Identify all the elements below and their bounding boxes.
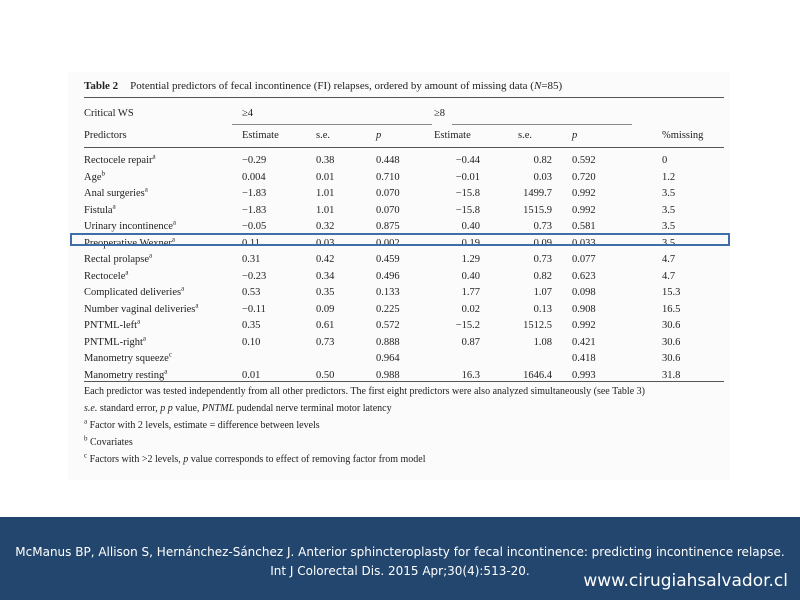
cell-se-8: 0.13 <box>533 303 553 315</box>
cell-se-4 <box>294 351 352 368</box>
predictor-name: Anal surgeries$^a$ <box>84 186 148 199</box>
note-tested: Each predictor was tested independently from all other predictors. The first eight predictors were also analyzed simultaneously (see Table 3) <box>84 386 645 397</box>
cell-p-8: 0.992 <box>572 204 596 216</box>
table-title: Potential predictors of fecal incontinence (FI) relapses, ordered by amount of missing data ( <box>130 80 534 92</box>
cell-missing: 3.5 <box>662 237 676 249</box>
predictor-name: PNTML-left$^a$ <box>84 318 141 331</box>
cell-missing: 30.6 <box>662 336 681 348</box>
cell-se-4: 0.42 <box>316 254 335 265</box>
predictor-name: Rectal prolapse$^a$ <box>84 252 153 265</box>
cell-se-4: 0.50 <box>316 369 335 381</box>
cell-missing: 30.6 <box>662 320 681 331</box>
predictor-name: PNTML-right$^a$ <box>84 334 147 348</box>
cell-se-8: 1512.5 <box>523 320 553 331</box>
cell-p-8: 0.992 <box>572 188 596 199</box>
predictor-name: Urinary incontinence$^a$ <box>84 219 177 232</box>
cell-se-8: 1.08 <box>533 336 553 348</box>
cell-se-4: 1.01 <box>316 204 335 216</box>
predictor-name: Preoperative Wexner$^a$ <box>84 235 175 249</box>
cell-p-8: 0.033 <box>572 237 596 249</box>
note-abbreviations: s.e. standard error, p p value, PNTML pudendal nerve terminal motor latency <box>84 403 392 414</box>
col-header-estimate-8: Estimate <box>434 130 471 141</box>
cell-missing: 15.3 <box>662 287 681 298</box>
table-row <box>84 302 724 319</box>
cell-p-8: 0.077 <box>572 254 596 265</box>
table-row <box>84 351 724 368</box>
cell-estimate-8: 0.40 <box>461 270 481 282</box>
cell-se-4: 0.09 <box>316 303 335 315</box>
table-row <box>84 335 724 352</box>
cell-estimate-4: 0.10 <box>242 336 261 348</box>
note-c: $^c$ Factors with >2 levels, p value corresponds to effect of removing factor from model <box>84 451 426 465</box>
cell-estimate-4: 0.31 <box>242 254 261 265</box>
predictor-name: Manometry resting$^a$ <box>84 367 168 381</box>
cell-estimate-8: 0.87 <box>461 336 481 348</box>
cell-estimate-4: −1.83 <box>242 204 267 216</box>
predictor-name: Fistula$^a$ <box>84 202 116 216</box>
predictor-name: Complicated deliveries$^a$ <box>84 285 185 298</box>
cell-se-8: 1.07 <box>533 287 553 298</box>
cell-se-8: 0.82 <box>533 155 553 166</box>
table-caption <box>84 80 724 92</box>
cell-p-4: 0.225 <box>376 303 400 315</box>
cell-estimate-4: −0.29 <box>242 155 267 166</box>
cell-se-8: 1499.7 <box>523 188 553 199</box>
cell-p-4: 0.888 <box>376 336 400 348</box>
cell-se-4: 0.32 <box>316 221 335 232</box>
cell-p-4: 0.964 <box>376 353 400 364</box>
table-notes <box>84 383 724 468</box>
cell-p-4: 0.572 <box>376 320 400 331</box>
cell-se-8: 0.03 <box>533 171 553 183</box>
col-header-p-4: p <box>376 130 382 141</box>
cell-se-4: 1.01 <box>316 188 335 199</box>
table-row <box>84 153 724 170</box>
predictor-name: Rectocele repair$^a$ <box>84 153 156 166</box>
cell-missing: 31.8 <box>662 369 681 381</box>
cell-p-4: 0.070 <box>376 204 400 216</box>
cell-estimate-4: −0.11 <box>242 303 266 315</box>
table-row <box>84 186 724 203</box>
cell-p-4: 0.988 <box>376 369 400 381</box>
table-row <box>84 285 724 302</box>
cell-se-4: 0.61 <box>316 320 335 331</box>
cell-estimate-8: −0.01 <box>455 171 481 183</box>
cell-missing: 3.5 <box>662 204 676 216</box>
cell-missing: 1.2 <box>662 171 676 183</box>
note-a: $^a$ Factor with 2 levels, estimate = difference between levels <box>84 417 320 431</box>
group-header-4: ≥4 <box>242 108 254 119</box>
table-row <box>84 203 724 220</box>
table-row <box>84 252 724 269</box>
cell-p-4: 0.070 <box>376 188 400 199</box>
cell-estimate-4 <box>232 351 294 368</box>
cell-se-4: 0.73 <box>316 336 335 348</box>
col-header-missing: %missing <box>662 130 704 141</box>
col-header-se-4: s.e. <box>316 130 330 141</box>
cell-p-4: 0.448 <box>376 155 400 166</box>
cell-se-8: 0.82 <box>533 270 553 282</box>
cell-se-4: 0.01 <box>316 171 335 183</box>
cell-estimate-8: −15.8 <box>455 204 481 216</box>
cell-estimate-8: 16.3 <box>461 369 481 381</box>
cell-estimate-8: −15.2 <box>455 320 481 331</box>
cell-estimate-4: 0.11 <box>242 237 260 249</box>
table-label: Table 2 <box>84 80 119 92</box>
table-row <box>84 318 724 335</box>
table-title-n: N <box>533 80 542 92</box>
critical-ws-label: Critical WS <box>84 108 134 119</box>
cell-estimate-8 <box>418 351 504 368</box>
predictor-name: Rectocele$^a$ <box>84 268 129 282</box>
table-row <box>84 170 724 187</box>
cell-missing: 3.5 <box>662 221 676 232</box>
cell-p-8: 0.098 <box>572 287 596 298</box>
cell-estimate-4: 0.35 <box>242 320 261 331</box>
cell-estimate-4: 0.53 <box>242 287 261 298</box>
citation-text: McManus BP, Allison S, Hernánchez-Sánchez J. Anterior sphincteroplasty for fecal incontinence: predicting incontinence relapse. Int J Colorectal Dis. 2015 Apr;30(4):513-20. <box>15 545 785 578</box>
col-header-p-8: p <box>572 130 578 141</box>
cell-estimate-8: −15.8 <box>455 188 481 199</box>
cell-se-8: 0.73 <box>533 221 553 232</box>
cell-p-8: 0.421 <box>572 336 596 348</box>
cell-estimate-8: 0.02 <box>461 303 481 315</box>
cell-estimate-4: −0.05 <box>242 221 267 232</box>
cell-p-8: 0.623 <box>572 270 596 282</box>
cell-p-8: 0.992 <box>572 320 596 331</box>
predictor-name: Number vaginal deliveries$^a$ <box>84 301 199 315</box>
cell-p-4: 0.496 <box>376 270 400 282</box>
cell-missing: 30.6 <box>662 353 681 364</box>
cell-p-4: 0.875 <box>376 221 400 232</box>
cell-se-4: 0.34 <box>316 270 335 282</box>
cell-p-8: 0.418 <box>572 353 596 364</box>
predictor-name: Manometry squeeze$^c$ <box>84 351 172 364</box>
cell-p-8: 0.592 <box>572 155 596 166</box>
cell-estimate-4: 0.01 <box>242 369 261 381</box>
cell-estimate-4: −0.23 <box>242 270 267 282</box>
cell-estimate-8: 0.19 <box>461 237 481 249</box>
cell-missing: 4.7 <box>662 270 676 282</box>
cell-missing: 4.7 <box>662 254 676 265</box>
cell-estimate-4: −1.83 <box>242 188 267 199</box>
cell-se-8: 0.09 <box>533 237 553 249</box>
col-header-predictors: Predictors <box>84 130 127 141</box>
cell-estimate-8: 1.77 <box>461 287 481 298</box>
predictor-name: Age$^b$ <box>84 169 105 183</box>
cell-p-4: 0.710 <box>376 171 400 183</box>
cell-p-8: 0.908 <box>572 303 596 315</box>
cell-estimate-4: 0.004 <box>242 171 266 183</box>
group-header-8: ≥8 <box>434 108 446 119</box>
cell-p-4: 0.002 <box>376 237 400 249</box>
cell-se-8: 1515.9 <box>523 204 553 216</box>
cell-p-8: 0.993 <box>572 369 596 381</box>
website-url: www.cirugiahsalvador.cl <box>583 571 788 591</box>
table-title-end: =85) <box>541 80 563 92</box>
table-row <box>84 368 724 385</box>
cell-missing: 16.5 <box>662 303 681 315</box>
cell-p-4: 0.133 <box>376 287 400 298</box>
cell-estimate-8: −0.44 <box>455 155 481 166</box>
cell-estimate-8: 1.29 <box>461 254 481 265</box>
highlight-box <box>70 233 730 246</box>
cell-p-8: 0.720 <box>572 171 596 183</box>
cell-se-4: 0.35 <box>316 287 335 298</box>
cell-missing: 0 <box>662 155 668 166</box>
column-header-row <box>84 125 724 147</box>
note-b: $^b$ Covariates <box>84 434 133 448</box>
cell-missing: 3.5 <box>662 188 676 199</box>
footer-bar <box>0 517 800 600</box>
cell-p-4: 0.459 <box>376 254 400 265</box>
table-row <box>84 269 724 286</box>
cell-se-8: 0.73 <box>533 254 553 265</box>
cell-p-8: 0.581 <box>572 221 596 232</box>
cell-se-4: 0.38 <box>316 155 335 166</box>
col-header-estimate-4: Estimate <box>242 130 279 141</box>
critical-ws-row <box>84 103 724 125</box>
rule-top <box>84 97 724 98</box>
cell-se-8 <box>504 351 570 368</box>
cell-se-4: 0.03 <box>316 237 335 249</box>
cell-estimate-8: 0.40 <box>461 221 481 232</box>
cell-se-8: 1646.4 <box>523 369 553 381</box>
col-header-se-8: s.e. <box>518 130 533 141</box>
